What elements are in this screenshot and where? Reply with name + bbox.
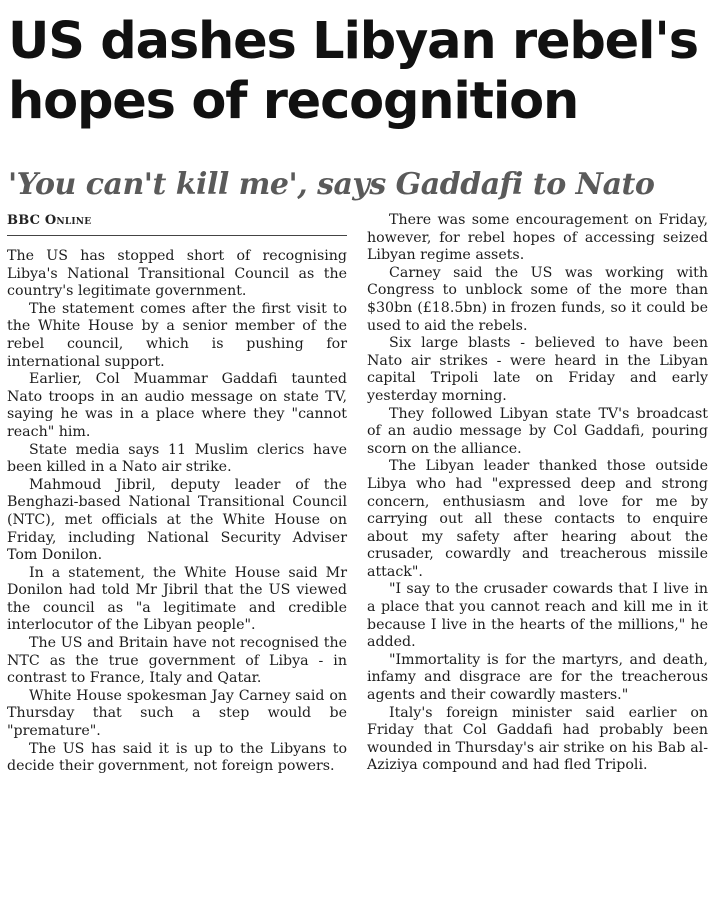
paragraph: The statement comes after the first visit to the White House by a senior member of the rebel council, which is pushing for international support. xyxy=(7,300,347,370)
paragraph: Six large blasts - believed to have been Nato air strikes - were heard in the Libyan capital Tripoli late on Friday and early yesterday morning. xyxy=(367,335,708,404)
subheadline: 'You can't kill me', says Gaddafi to Nato xyxy=(8,167,655,202)
paragraph: There was some encouragement on Friday, however, for rebel hopes of accessing seized Libyan regime assets. xyxy=(367,212,708,264)
paragraph: White House spokesman Jay Carney said on Thursday that such a step would be "premature". xyxy=(7,687,347,740)
paragraph: "I say to the crusader cowards that I live in a place that you cannot reach and kill me in it because I live in the hearts of the millions," he added. xyxy=(367,581,708,651)
article-column-left xyxy=(7,212,347,776)
paragraph: Italy's foreign minister said earlier on Friday that Col Gaddafi had probably been wounded in Thursday's air strike on his Bab al-Aziziya compound and had fled Tripoli. xyxy=(367,704,708,774)
paragraph: They followed Libyan state TV's broadcast of an audio message by Col Gaddafi, pouring scorn on the alliance. xyxy=(367,405,708,457)
byline: BBC Online xyxy=(7,212,347,236)
paragraph: State media says 11 Muslim clerics have been killed in a Nato air strike. xyxy=(7,441,347,476)
paragraph: "Immortality is for the martyrs, and death, infamy and disgrace are for the treacherous agents and their cowardly masters." xyxy=(367,651,708,704)
paragraph: Carney said the US was working with Congress to unblock some of the more than $30bn (£18.5bn) in frozen funds, so it could be used to aid the rebels. xyxy=(367,264,708,334)
article-column-right xyxy=(367,212,708,775)
headline: US dashes Libyan rebel's hopes of recognition xyxy=(8,12,698,131)
paragraph: The US has stopped short of recognising Libya's National Transitional Council as the country's legitimate government. xyxy=(7,248,347,300)
paragraph: In a statement, the White House said Mr Donilon had told Mr Jibril that the US viewed the council as "a legitimate and credible interlocutor of the Libyan people". xyxy=(7,564,347,634)
paragraph: Earlier, Col Muammar Gaddafi taunted Nato troops in an audio message on state TV, saying he was in a place where they "cannot reach" him. xyxy=(7,371,347,440)
paragraph: Mahmoud Jibril, deputy leader of the Benghazi-based National Transitional Council (NTC), met officials at the White House on Friday, including National Security Adviser Tom Donilon. xyxy=(7,476,347,564)
paragraph: The Libyan leader thanked those outside Libya who had "expressed deep and strong concern, enthusiasm and love for me by carrying out all these contacts to enquire about my safety after hearing about the crusader, cowardly and treacherous missile attack". xyxy=(367,458,708,580)
paragraph: The US has said it is up to the Libyans to decide their government, not foreign powers. xyxy=(7,740,347,775)
paragraph: The US and Britain have not recognised the NTC as the true government of Libya - in contrast to France, Italy and Qatar. xyxy=(7,635,347,687)
